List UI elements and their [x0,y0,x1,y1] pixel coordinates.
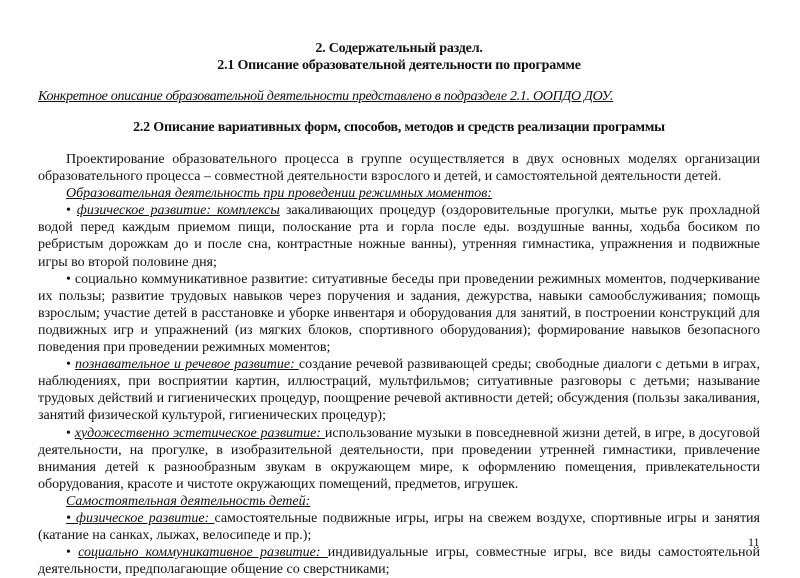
item-text: индивидуальные игры, совместные игры, все виды самостоятельной деятельности, предполагающие общение со сверстниками; [38,545,760,578]
list-item [38,510,760,544]
body-text [38,151,760,578]
list-item: • познавательное и речевое развитие: создание речевой развивающей среды; свободные диалоги с детьми в играх, наблюдениях, при восприятии картин, иллюстраций, мультфильмов; ситуативные разговоры с детьми; называние трудовых действий и гигиенических процедур, поощрение речевой активности детей; обсуждения (пользы закаливания, занятий физической культурой, гигиенических процедур); [38,357,760,424]
item-label: • физическое развитие: [66,510,215,526]
item-label: познавательное и речевое развитие: [75,357,299,373]
list-item: • социально коммуникативное развитие: индивидуальные игры, совместные игры, все виды самостоятельной деятельности, предполагающие общение со сверстниками; [38,545,760,578]
intro-paragraph: Проектирование образовательного процесса в группе осуществляется в двух основных моделях организации образовательного процесса – совместной деятельности взрослого и детей, и самостоятельной деятельности детей. [38,152,760,185]
item-text: создание речевой развивающей среды; свободные диалоги с детьми в играх, наблюдениях, при восприятии картин, иллюстраций, мультфильмов; ситуативные разговоры с детьми; называние трудовых действий и гигиенических процедур, поощрение речевой активности детей; обсуждения (пользы закаливания, занятий физической культурой, гигиенических процедур); [38,357,760,424]
subsection-heading-2-2: 2.2 Описание вариативных форм, способов, методов и средств реализации программы [133,120,665,135]
item-text: самостоятельные подвижные игры, игры на свежем воздухе, спортивные игры и занятия (катание на санках, лыжах, велосипеде и пр.); [38,510,760,544]
item-label: художественно эстетическое развитие: [74,425,325,441]
subsection-heading-2-1: 2.1 Описание образовательной деятельности по программе [217,58,581,73]
item-text: использование музыки в повседневной жизни детей, в игре, в досуговой деятельности, на прогулке, в изобразительной деятельности, при проведении утренней гимнастики, привлечение внимания детей к разнообразным звукам в окружающем мире, к оформлению помещения, привлекательности оборудования, красоте и чистоте окружающих помещений, предметов, игрушек. [38,425,760,492]
section-heading: 2. Содержательный раздел. [315,41,483,56]
item-text: социально коммуникативное развитие: ситуативные беседы при проведении режимных моментов, подчеркивание их пользы; развитие трудовых навыков через поручения и задания, дежурства, навыки самообслуживания; помощь взрослым; участие детей в расстановке и уборке инвентаря и оборудования для занятий, в построении конструкций для подвижных игр и упражнений (из мягких блоков, спортивного оборудования); формирование навыков безопасного поведения при проведении режимных моментов; [38,271,760,356]
independent-title: Самостоятельная деятельность детей: [66,493,311,509]
page-number: 11 [748,535,760,549]
reference-note: Конкретное описание образовательной деятельности представлено в подразделе 2.1. ООПДО ДОУ. [38,89,614,104]
item-label: физическое развитие: комплексы [76,203,280,219]
list-item: • социально коммуникативное развитие: ситуативные беседы при проведении режимных моментов, подчеркивание их пользы; развитие трудовых навыков через поручения и задания, дежурства, навыки самообслуживания; помощь взрослым; участие детей в расстановке и уборке инвентаря и оборудования для занятий, в построении конструкций для подвижных игр и упражнений (из мягких блоков, спортивного оборудования); формирование навыков безопасного поведения при проведении режимных моментов; [38,271,760,356]
regime-title: Образовательная деятельность при проведении режимных моментов: [66,186,493,202]
item-text: закаливающих процедур (оздоровительные прогулки, мытье рук прохладной водой перед каждым приемом пищи, полоскание рта и горла после еды. воздушные ванны, ходьба босиком по ребристым дорожкам до и после сна, контрастные ножные ванны), утренняя гимнастика, упражнения и подвижные игры во второй половине дня; [38,203,761,270]
item-label: социально коммуникативное развитие: [78,545,328,561]
list-item: • художественно эстетическое развитие: использование музыки в повседневной жизни детей, в игре, в досуговой деятельности, на прогулке, в изобразительной деятельности, при проведении утренней гимнастики, привлечение внимания детей к разнообразным звукам в окружающем мире, к оформлению помещения, привлекательности оборудования, красоте и чистоте окружающих помещений, предметов, игрушек. [38,425,760,492]
list-item: • физическое развитие: комплексы закаливающих процедур (оздоровительные прогулки, мытье рук прохладной водой перед каждым приемом пищи, полоскание рта и горла после еды. воздушные ванны, ходьба босиком по ребристым дорожкам до и после сна, контрастные ножные ванны), утренняя гимнастика, упражнения и подвижные игры во второй половине дня; [38,203,761,270]
